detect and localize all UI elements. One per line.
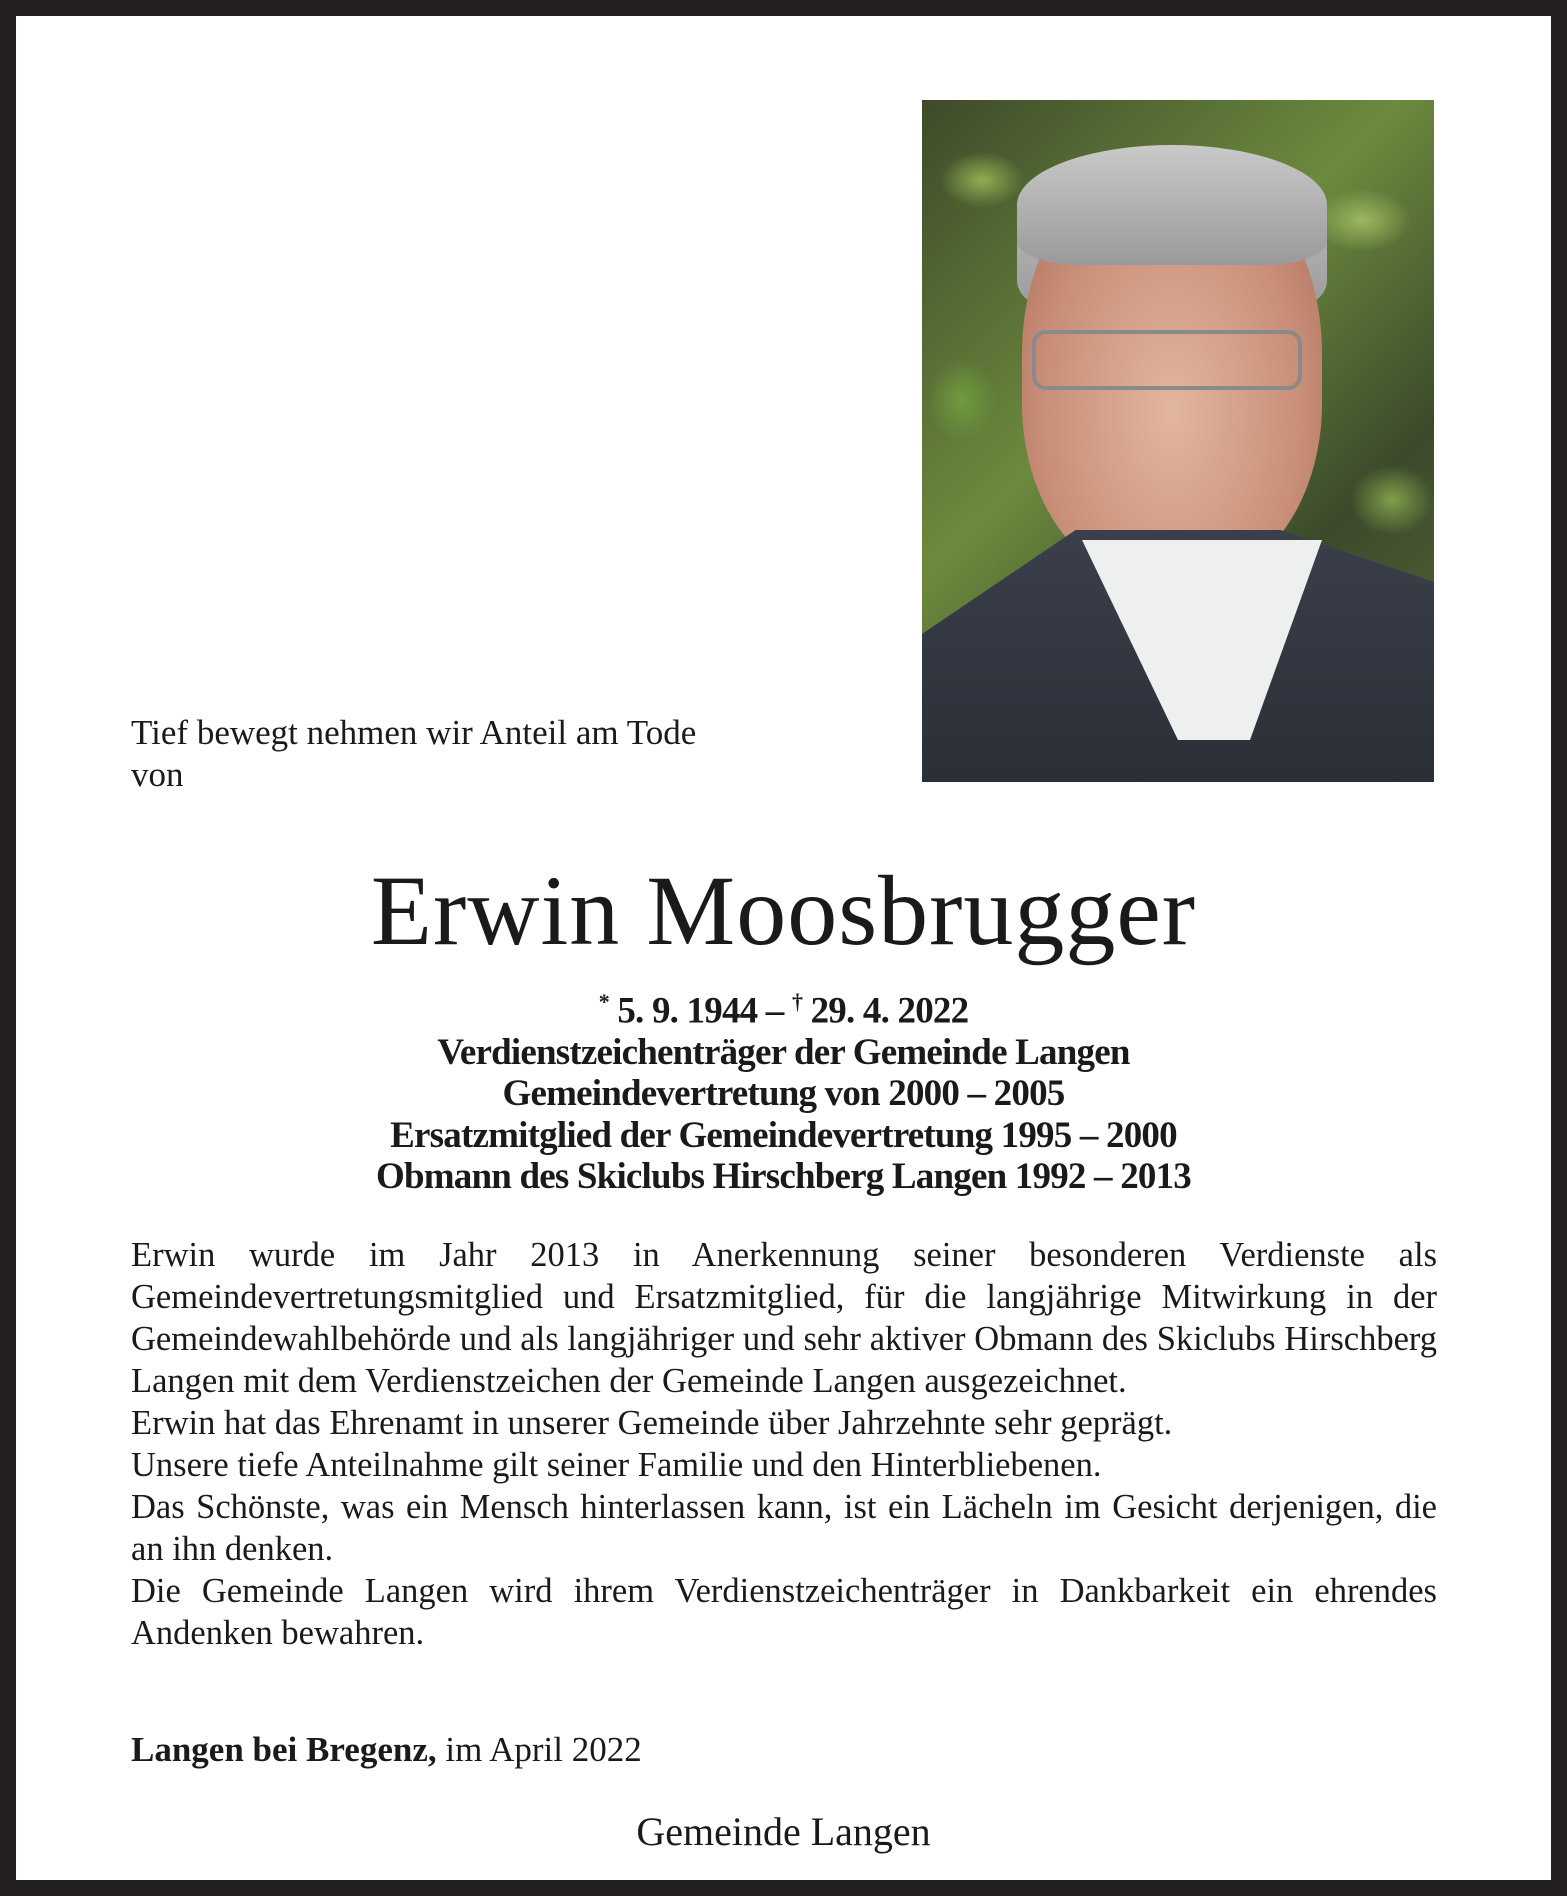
intro-line-1: Tief bewegt nehmen wir Anteil am Tode: [131, 713, 697, 752]
body-paragraph: Unsere tiefe Anteilnahme gilt seiner Familie und den Hinterbliebenen.: [131, 1446, 1102, 1484]
body-paragraph: Erwin wurde im Jahr 2013 in Anerkennung seiner besonderen Verdienste als Gemeindevertretungsmitglied und Ersatzmitglied, für die langjährige Mitwirkung in der Gemeindewahlbehörde und als langjähriger und sehr aktiver Obmann des Skiclubs Hirschberg Langen mit dem Verdienstzeichen der Gemeinde Langen ausgezeichnet.: [131, 1236, 1437, 1400]
portrait-photo: [922, 100, 1434, 782]
obituary-notice: [16, 16, 1551, 1880]
honor-line: Ersatzmitglied der Gemeindevertretung 1995 – 2000: [390, 1114, 1177, 1156]
honor-line: Gemeindevertretung von 2000 – 2005: [502, 1073, 1065, 1115]
deceased-name: Erwin Moosbrugger: [370, 855, 1197, 966]
signature: Gemeinde Langen: [636, 1809, 931, 1854]
honor-line: Verdienstzeichenträger der Gemeinde Langen: [437, 1031, 1130, 1073]
body-paragraph: Erwin hat das Ehrenamt in unserer Gemeinde über Jahrzehnte sehr geprägt.: [131, 1404, 1173, 1442]
body-paragraph: Die Gemeinde Langen wird ihrem Verdienstzeichenträger in Dankbarkeit ein ehrendes Andenken bewahren.: [131, 1572, 1437, 1652]
life-dates: [16, 981, 1551, 1032]
place-date-text: im April 2022: [445, 1730, 642, 1769]
birth-symbol: *: [598, 989, 609, 1014]
death-date: 29. 4. 2022: [810, 990, 969, 1032]
death-symbol: †: [791, 989, 803, 1014]
photo-glasses: [1032, 330, 1302, 390]
photo-hair-top: [1017, 145, 1327, 265]
birth-date: 5. 9. 1944 –: [617, 990, 784, 1032]
place-date: [131, 1730, 642, 1770]
intro-text: [131, 712, 696, 796]
intro-line-2: von: [131, 755, 184, 794]
honors-block: [16, 981, 1551, 1198]
body-paragraph: Das Schönste, was ein Mensch hinterlassen kann, ist ein Lächeln im Gesicht derjenigen, die an ihn denken.: [131, 1488, 1437, 1568]
body-text: [131, 1234, 1437, 1654]
honor-line: Obmann des Skiclubs Hirschberg Langen 1992 – 2013: [375, 1156, 1192, 1198]
place-location: Langen bei Bregenz,: [131, 1730, 437, 1769]
